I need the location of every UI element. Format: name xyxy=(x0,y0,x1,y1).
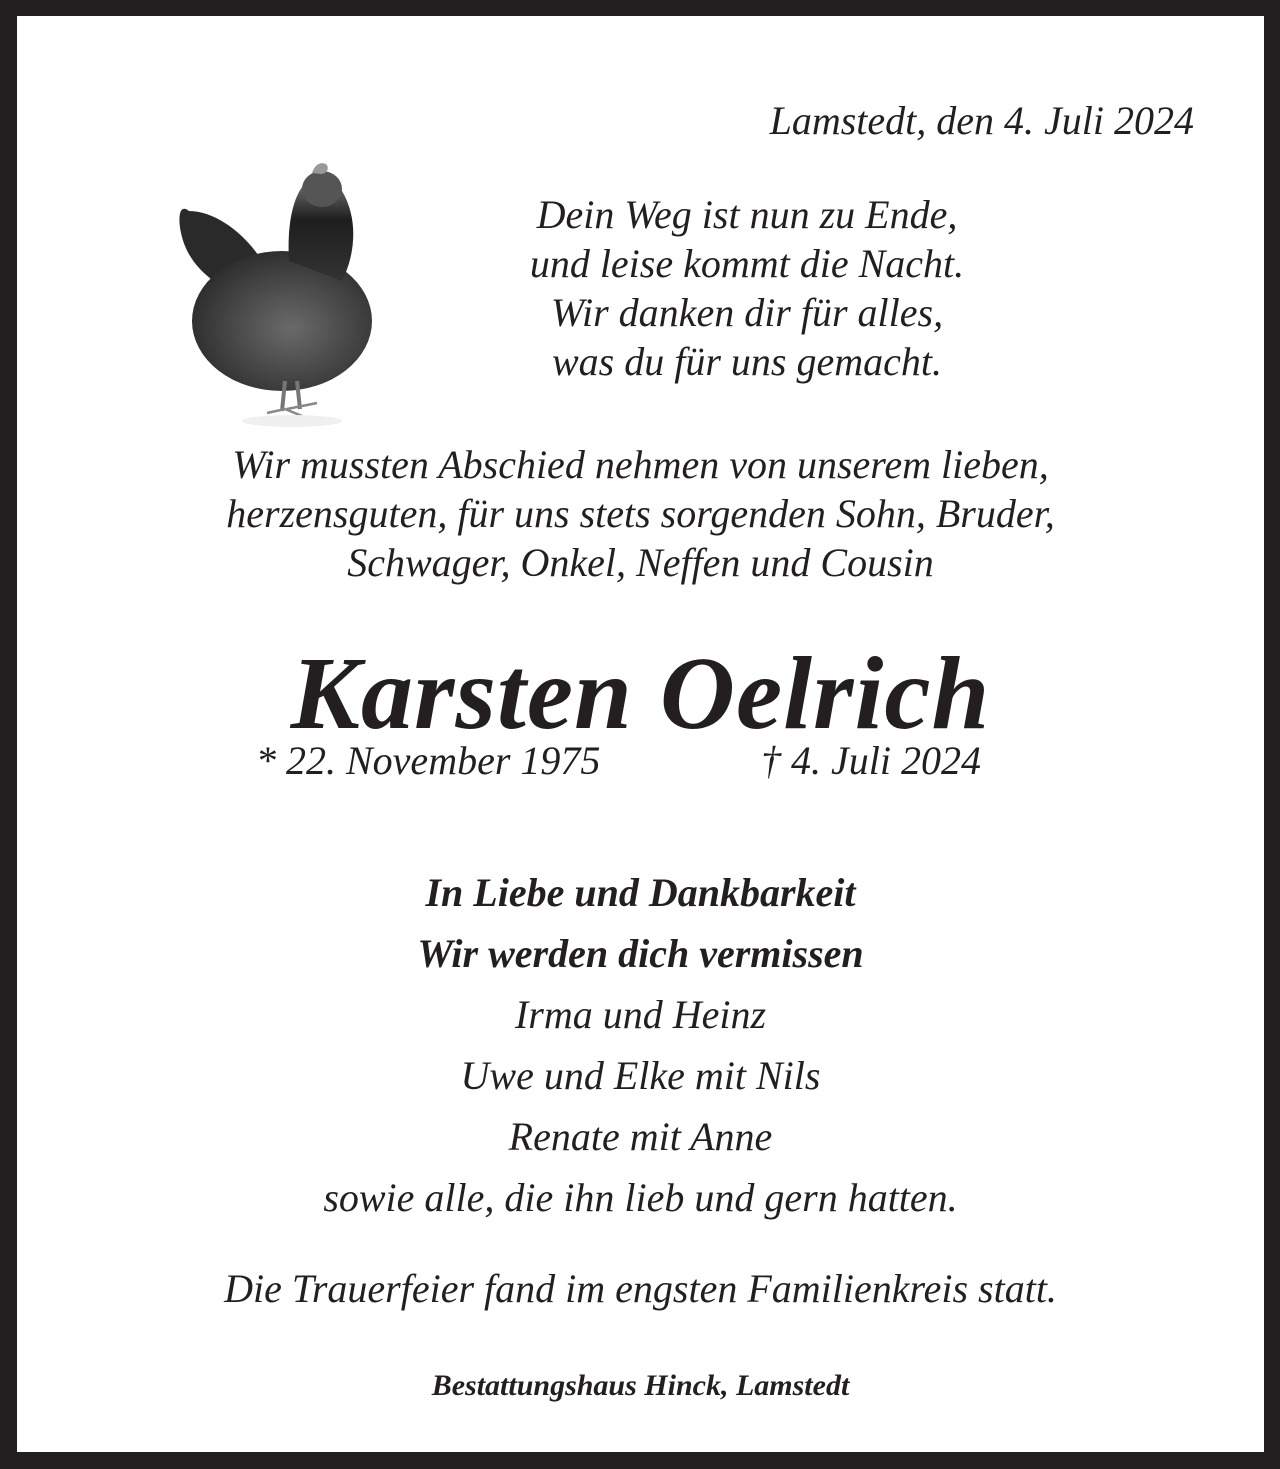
poem-line: Dein Weg ist nun zu Ende, xyxy=(536,192,958,237)
undertaker: Bestattungshaus Hinck, Lamstedt xyxy=(431,1369,850,1402)
intro-line: Schwager, Onkel, Neffen und Cousin xyxy=(347,540,934,585)
poem xyxy=(457,190,1037,386)
deceased-name: Karsten Oelrich xyxy=(290,636,991,751)
hen-photo-icon xyxy=(167,141,375,427)
intro-line: herzensguten, für uns stets sorgenden Sohn, Bruder, xyxy=(226,491,1055,536)
obituary-card xyxy=(17,16,1264,1452)
poem-line: und leise kommt die Nacht. xyxy=(529,241,965,286)
intro-text xyxy=(17,440,1264,587)
closing-headline: Wir werden dich vermissen xyxy=(417,931,864,976)
closing-block xyxy=(17,862,1264,1228)
intro-line: Wir mussten Abschied nehmen von unserem lieben, xyxy=(232,442,1049,487)
mourner-line: Irma und Heinz xyxy=(514,992,767,1037)
place-date: Lamstedt, den 4. Juli 2024 xyxy=(769,98,1194,143)
birth-date: * 22. November 1975 xyxy=(256,738,601,783)
poem-line: was du für uns gemacht. xyxy=(552,339,942,384)
mourner-line: sowie alle, die ihn lieb und gern hatten. xyxy=(323,1175,958,1220)
poem-line: Wir danken dir für alles, xyxy=(550,290,944,335)
death-date: † 4. Juli 2024 xyxy=(761,738,981,783)
mourner-line: Uwe und Elke mit Nils xyxy=(460,1053,821,1098)
service-note: Die Trauerfeier fand im engsten Familienkreis statt. xyxy=(224,1266,1057,1311)
closing-headline: In Liebe und Dankbarkeit xyxy=(425,870,856,915)
mourner-line: Renate mit Anne xyxy=(508,1114,773,1159)
